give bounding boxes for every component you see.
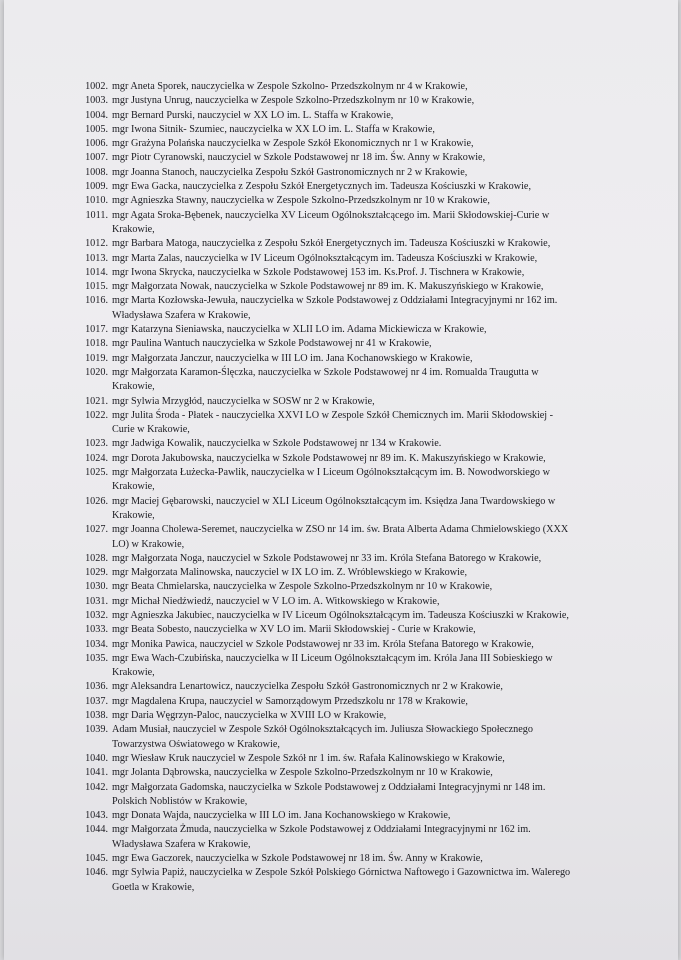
- entry-text: mgr Michał Niedźwiedź, nauczyciel w V LO im. A. Witkowskiego w Krakowie,: [112, 595, 440, 607]
- list-item: [78, 852, 588, 866]
- entry-number: 1020.: [85, 366, 108, 378]
- entry-text: mgr Jadwiga Kowalik, nauczycielka w Szkole Podstawowej nr 134 w Krakowie.: [112, 438, 442, 450]
- list-item: [78, 123, 588, 137]
- entry-text: mgr Beata Chmielarska, nauczycielka w Zespole Szkolno-Przedszkolnym nr 10 w Krakowie,: [112, 581, 493, 593]
- list-item: [78, 323, 588, 337]
- entry-text: mgr Marta Kozłowska-Jewuła, nauczycielka w Szkole Podstawowej z Oddziałami Integracyjnymi nr 162 im.: [112, 295, 558, 307]
- list-item: [78, 280, 588, 294]
- entry-number: 1003.: [85, 95, 108, 107]
- entry-text-continuation: Curie w Krakowie,: [112, 424, 190, 436]
- list-item: [78, 609, 588, 623]
- entry-text: mgr Katarzyna Sieniawska, nauczycielka w XLII LO im. Adama Mickiewicza w Krakowie,: [112, 324, 487, 336]
- list-item: [78, 237, 588, 251]
- entry-number: 1038.: [85, 710, 108, 722]
- entry-text-continuation: Towarzystwa Oświatowego w Krakowie,: [112, 738, 280, 750]
- entry-text: mgr Małgorzata Gadomska, nauczycielka w Szkole Podstawowej z Oddziałami Integracyjnymi nr 148 im.: [112, 781, 546, 793]
- list-item: [78, 495, 588, 509]
- entry-text: mgr Aneta Sporek, nauczycielka w Zespole Szkolno- Przedszkolnym nr 4 w Krakowie,: [112, 81, 468, 92]
- list-item: [78, 151, 588, 165]
- list-item: [78, 266, 588, 280]
- entry-number: 1017.: [85, 324, 108, 336]
- list-item: [78, 638, 588, 652]
- entry-text: mgr Małgorzata Żmuda, nauczycielka w Szkole Podstawowej z Oddziałami Integracyjnymi nr 162 im.: [112, 824, 531, 836]
- list-item: [78, 352, 588, 366]
- list-item: [78, 109, 588, 123]
- list-item: [78, 166, 588, 180]
- entry-text-continuation: Władysława Szafera w Krakowie,: [112, 838, 251, 850]
- entry-number: 1006.: [85, 138, 108, 150]
- list-item: [78, 209, 588, 223]
- list-item: [78, 652, 588, 666]
- entry-number: 1018.: [85, 338, 108, 350]
- entry-number: 1041.: [85, 767, 108, 779]
- entry-text-continuation: Krakowie,: [112, 223, 155, 235]
- list-item: [78, 395, 588, 409]
- entry-number: 1032.: [85, 609, 108, 621]
- list-item: [78, 523, 588, 537]
- entry-number: 1002.: [85, 81, 108, 92]
- entry-text: mgr Małgorzata Noga, nauczyciel w Szkole Podstawowej nr 33 im. Króla Stefana Batorego w Krakowie,: [112, 552, 542, 564]
- entry-number: 1025.: [85, 467, 108, 479]
- list-item: [78, 337, 588, 351]
- list-item: [78, 94, 588, 108]
- entry-text: mgr Iwona Skrycka, nauczycielka w Szkole Podstawowej 153 im. Ks.Prof. J. Tischnera w Krakowie,: [112, 266, 525, 278]
- entry-text: mgr Małgorzata Łużecka-Pawlik, nauczycielka w I Liceum Ogólnokształcącym im. B. Nowodworskiego w: [112, 467, 550, 479]
- entry-number: 1008.: [85, 166, 108, 178]
- entry-text-continuation: Polskich Noblistów w Krakowie,: [112, 795, 248, 807]
- entry-text: mgr Grażyna Polańska nauczycielka w Zespole Szkół Ekonomicznych nr 1 w Krakowie,: [112, 138, 474, 150]
- entry-number: 1010.: [85, 195, 108, 207]
- entry-text: mgr Iwona Sitnik- Szumiec, nauczycielka w XX LO im. L. Staffa w Krakowie,: [112, 123, 435, 135]
- list-item: [78, 723, 588, 737]
- entry-text: mgr Jolanta Dąbrowska, nauczycielka w Zespole Szkolno-Przedszkolnym nr 10 w Krakowie,: [112, 767, 493, 779]
- entry-text: mgr Daria Węgrzyn-Paloc, nauczycielka w XVIII LO w Krakowie,: [112, 710, 387, 722]
- list-item: [78, 566, 588, 580]
- entry-number: 1011.: [85, 209, 108, 221]
- entry-text: mgr Małgorzata Nowak, nauczycielka w Szkole Podstawowej nr 89 im. K. Makuszyńskiego w Krakowie,: [112, 281, 544, 293]
- list-item: [78, 137, 588, 151]
- entry-number: 1034.: [85, 638, 108, 650]
- entry-number: 1029.: [85, 567, 108, 579]
- entry-text: mgr Julita Środa - Płatek - nauczycielka XXVI LO w Zespole Szkół Chemicznych im. Marii Skłodowskiej -: [112, 409, 554, 421]
- entry-text: mgr Magdalena Krupa, nauczyciel w Samorządowym Przedszkolu nr 178 w Krakowie,: [112, 695, 468, 707]
- entry-number: 1016.: [85, 295, 108, 307]
- entry-number: 1023.: [85, 438, 108, 450]
- list-item: [78, 194, 588, 208]
- entry-text: mgr Marta Zalas, nauczycielka w IV Liceum Ogólnokształcącym im. Tadeusza Kościuszki w Krakowie,: [112, 252, 538, 264]
- entry-number: 1036.: [85, 681, 108, 693]
- entry-text-continuation: Władysława Szafera w Krakowie,: [112, 309, 251, 321]
- list-item: [78, 452, 588, 466]
- entry-number: 1033.: [85, 624, 108, 636]
- entry-number: 1030.: [85, 581, 108, 593]
- list-item: [78, 752, 588, 766]
- entry-text-continuation: LO) w Krakowie,: [112, 538, 185, 550]
- entry-number: 1019.: [85, 352, 108, 364]
- entry-text: mgr Monika Pawica, nauczyciel w Szkole Podstawowej nr 33 im. Króla Stefana Batorego w Krakowie,: [112, 638, 534, 650]
- list-item: [78, 409, 588, 423]
- entry-text: mgr Barbara Matoga, nauczycielka z Zespołu Szkół Energetycznych im. Tadeusza Kościuszki w Krakowie,: [112, 238, 551, 250]
- entry-text: mgr Agata Sroka-Bębenek, nauczycielka XV Liceum Ogólnokształcącego im. Marii Skłodowskiej-Curie w: [112, 209, 550, 221]
- entry-number: 1039.: [85, 724, 108, 736]
- entry-text: mgr Beata Sobesto, nauczycielka w XV LO im. Marii Skłodowskiej - Curie w Krakowie,: [112, 624, 476, 636]
- entry-text: mgr Joanna Cholewa-Seremet, nauczycielka w ZSO nr 14 im. św. Brata Alberta Adama Chmielowskiego (XXX: [112, 524, 569, 536]
- list-item: [78, 595, 588, 609]
- list-item: [78, 552, 588, 566]
- list-item: [78, 766, 588, 780]
- entry-text: mgr Ewa Gacka, nauczycielka z Zespołu Szkół Energetycznych im. Tadeusza Kościuszki w Krakowie,: [112, 181, 531, 193]
- entry-text-continuation: Goetla w Krakowie,: [112, 881, 195, 893]
- entry-text: mgr Joanna Stanoch, nauczycielka Zespołu Szkół Gastronomicznych nr 2 w Krakowie,: [112, 166, 468, 178]
- entry-number: 1027.: [85, 524, 108, 536]
- entry-text: mgr Bernard Purski, nauczyciel w XX LO im. L. Staffa w Krakowie,: [112, 109, 394, 121]
- entry-number: 1012.: [85, 238, 108, 250]
- entry-number: 1009.: [85, 181, 108, 193]
- entry-text: mgr Justyna Unrug, nauczycielka w Zespole Szkolno-Przedszkolnym nr 10 w Krakowie,: [112, 95, 475, 107]
- entry-text-continuation: Krakowie,: [112, 381, 155, 393]
- list-item: [78, 809, 588, 823]
- entry-number: 1035.: [85, 652, 108, 664]
- list-item: [78, 437, 588, 451]
- entry-text: mgr Donata Wajda, nauczycielka w III LO im. Jana Kochanowskiego w Krakowie,: [112, 810, 451, 822]
- entry-number: 1005.: [85, 123, 108, 135]
- entry-number: 1028.: [85, 552, 108, 564]
- list-item: [78, 180, 588, 194]
- entry-number: 1007.: [85, 152, 108, 164]
- entry-text: mgr Ewa Gaczorek, nauczycielka w Szkole Podstawowej nr 18 im. Św. Anny w Krakowie,: [112, 853, 483, 865]
- entry-number: 1015.: [85, 281, 108, 293]
- list-item: [78, 366, 588, 380]
- list-item: [78, 709, 588, 723]
- signatory-list: [78, 80, 588, 895]
- list-item: [78, 252, 588, 266]
- list-item: [78, 866, 588, 880]
- entry-number: 1014.: [85, 266, 108, 278]
- list-item: [78, 294, 588, 308]
- entry-text: mgr Agnieszka Jakubiec, nauczycielka w IV Liceum Ogólnokształcącym im. Tadeusza Kościuszki w Krakowie,: [112, 609, 569, 621]
- list-item: [78, 466, 588, 480]
- entry-number: 1022.: [85, 409, 108, 421]
- list-item: [78, 80, 588, 94]
- list-item: [78, 580, 588, 594]
- entry-text: mgr Dorota Jakubowska, nauczycielka w Szkole Podstawowej nr 89 im. K. Makuszyńskiego w Krakowie,: [112, 452, 546, 464]
- entry-text: mgr Sylwia Papiż, nauczycielka w Zespole Szkół Polskiego Górnictwa Naftowego i Gazownictwa im. Walerego: [112, 867, 571, 879]
- entry-number: 1040.: [85, 752, 108, 764]
- entry-text: mgr Ewa Wach-Czubińska, nauczycielka w II Liceum Ogólnokształcącym im. Króla Jana III Sobieskiego w: [112, 652, 553, 664]
- entry-text: mgr Małgorzata Malinowska, nauczyciel w IX LO im. Z. Wróblewskiego w Krakowie,: [112, 567, 468, 579]
- entry-number: 1026.: [85, 495, 108, 507]
- list-item: [78, 695, 588, 709]
- entry-number: 1004.: [85, 109, 108, 121]
- list-item: [78, 680, 588, 694]
- entry-number: 1021.: [85, 395, 108, 407]
- entry-number: 1024.: [85, 452, 108, 464]
- entry-text: mgr Małgorzata Janczur, nauczycielka w III LO im. Jana Kochanowskiego w Krakowie,: [112, 352, 473, 364]
- list-item: [78, 781, 588, 795]
- entry-text: mgr Paulina Wantuch nauczycielka w Szkole Podstawowej nr 41 w Krakowie,: [112, 338, 432, 350]
- entry-text-continuation: Krakowie,: [112, 667, 155, 679]
- entry-text: mgr Agnieszka Stawny, nauczycielka w Zespole Szkolno-Przedszkolnym nr 10 w Krakowie,: [112, 195, 490, 207]
- entry-number: 1045.: [85, 853, 108, 865]
- entry-number: 1046.: [85, 867, 108, 879]
- entry-number: 1042.: [85, 781, 108, 793]
- entry-text: mgr Piotr Cyranowski, nauczyciel w Szkole Podstawowej nr 18 im. Św. Anny w Krakowie,: [112, 152, 486, 164]
- entry-text-continuation: Krakowie,: [112, 481, 155, 493]
- list-item: [78, 823, 588, 837]
- entry-text: mgr Maciej Gębarowski, nauczyciel w XLI Liceum Ogólnokształcącym im. Księdza Jana Twardowskiego w: [112, 495, 556, 507]
- entry-text: Adam Musiał, nauczyciel w Zespole Szkół Ogólnokształcących im. Juliusza Słowackiego Społecznego: [112, 724, 533, 736]
- entry-text: mgr Małgorzata Karamon-Ślęczka, nauczycielka w Szkole Podstawowej nr 4 im. Romualda Traugutta w: [112, 366, 539, 378]
- list-item: [78, 623, 588, 637]
- entry-number: 1013.: [85, 252, 108, 264]
- entry-text: mgr Aleksandra Lenartowicz, nauczycielka Zespołu Szkół Gastronomicznych nr 2 w Krakowie,: [112, 681, 503, 693]
- entry-text-continuation: Krakowie,: [112, 509, 155, 521]
- entry-number: 1043.: [85, 810, 108, 822]
- entry-number: 1031.: [85, 595, 108, 607]
- entry-number: 1037.: [85, 695, 108, 707]
- entry-text: mgr Sylwia Mrzygłód, nauczycielka w SOSW nr 2 w Krakowie,: [112, 395, 375, 407]
- entry-text: mgr Wiesław Kruk nauczyciel w Zespole Szkół nr 1 im. św. Rafała Kalinowskiego w Krakowie,: [112, 752, 505, 764]
- entry-number: 1044.: [85, 824, 108, 836]
- document-page: [4, 0, 678, 960]
